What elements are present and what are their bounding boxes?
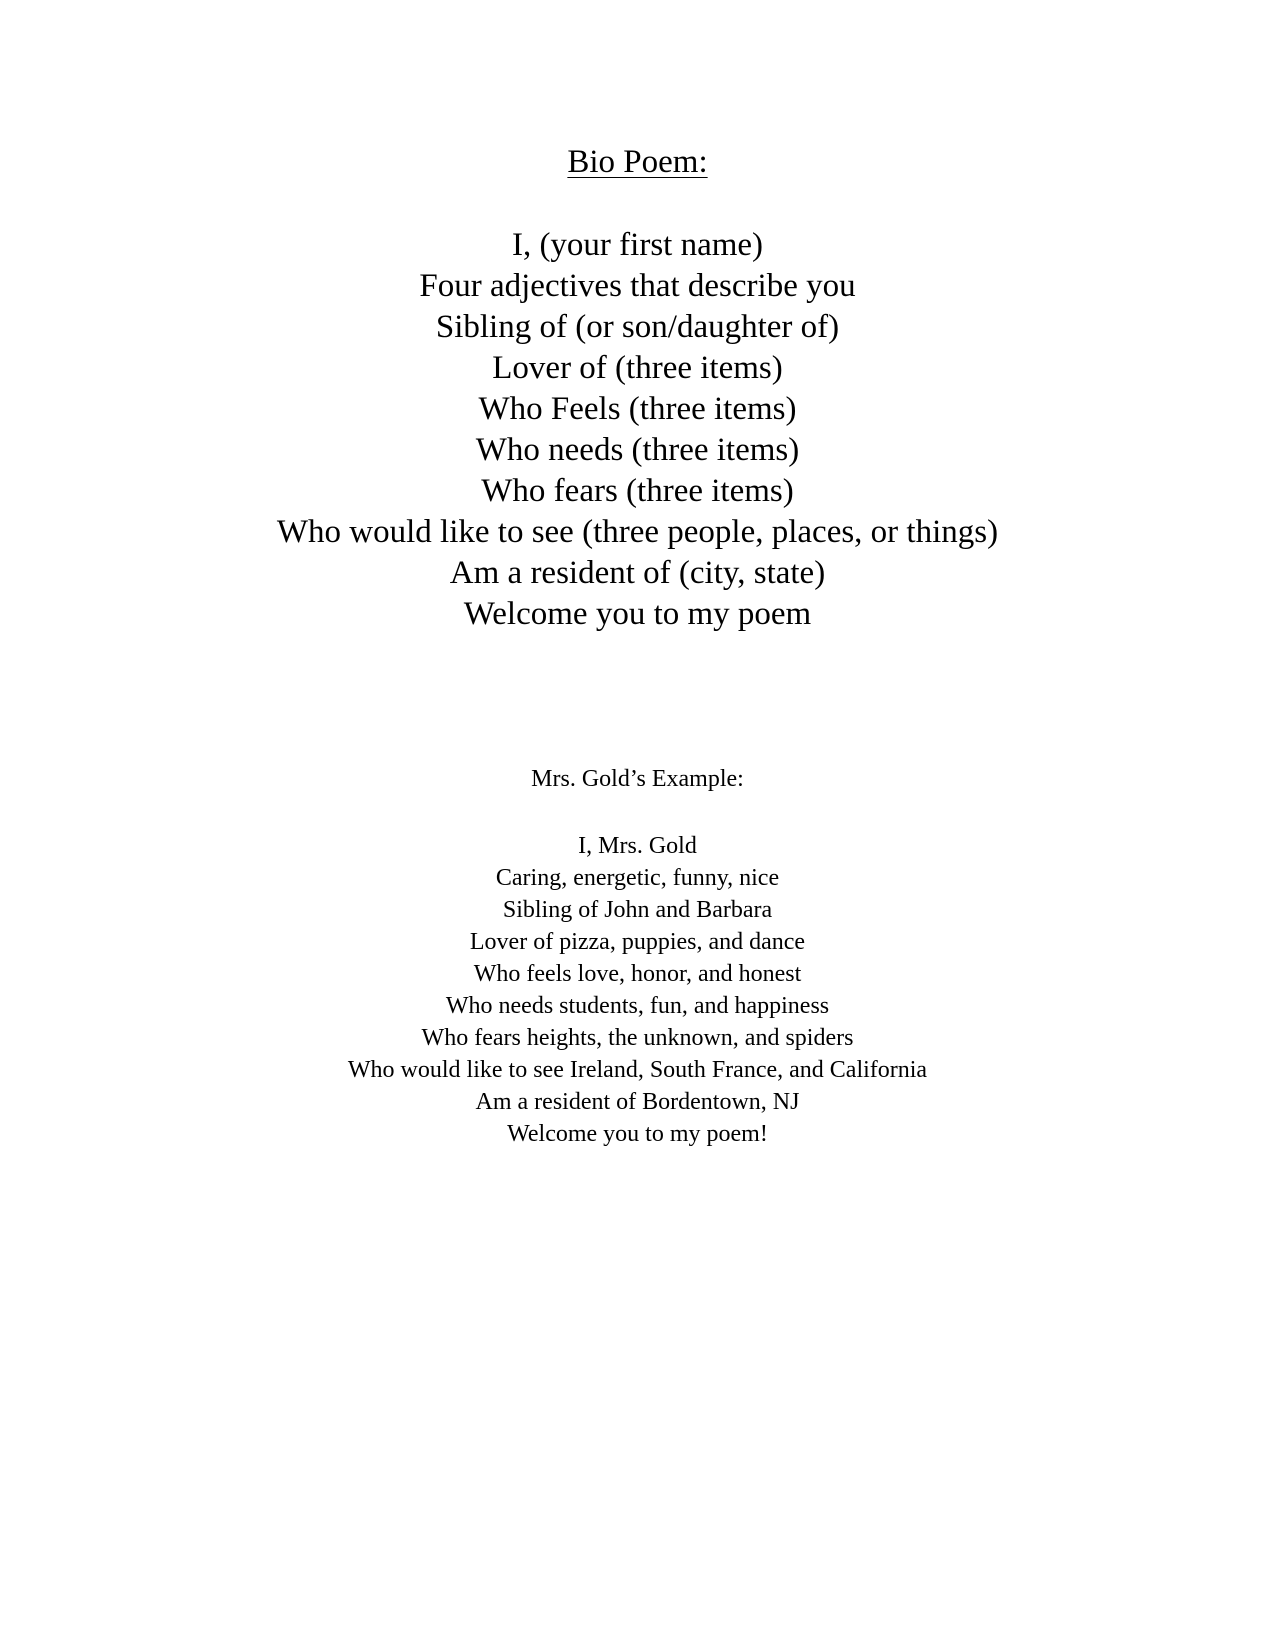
example-heading: Mrs. Gold’s Example: bbox=[531, 766, 744, 792]
template-line: Lover of (three items) bbox=[492, 350, 783, 386]
template-line: Welcome you to my poem bbox=[463, 596, 812, 632]
template-line: Sibling of (or son/daughter of) bbox=[435, 309, 840, 345]
example-line: I, Mrs. Gold bbox=[578, 833, 697, 859]
example-line: Lover of pizza, puppies, and dance bbox=[469, 929, 806, 955]
example-line: Caring, energetic, funny, nice bbox=[495, 865, 780, 891]
page-title bbox=[0, 142, 1275, 182]
template-line: Who would like to see (three people, places, or things) bbox=[276, 514, 999, 550]
example-line: Sibling of John and Barbara bbox=[502, 897, 773, 923]
poem-template bbox=[0, 225, 1275, 635]
example-line: Who would like to see Ireland, South France, and California bbox=[347, 1057, 928, 1083]
template-line: I, (your first name) bbox=[511, 227, 764, 263]
template-line: Four adjectives that describe you bbox=[419, 268, 856, 304]
page-title-text: Bio Poem: bbox=[567, 144, 708, 180]
template-line: Who Feels (three items) bbox=[478, 391, 797, 427]
template-line: Am a resident of (city, state) bbox=[449, 555, 826, 591]
example-line: Am a resident of Bordentown, NJ bbox=[475, 1089, 800, 1115]
example-poem bbox=[0, 830, 1275, 1150]
example-line: Who needs students, fun, and happiness bbox=[445, 993, 830, 1019]
example-line: Welcome you to my poem! bbox=[507, 1121, 768, 1147]
example-line: Who feels love, honor, and honest bbox=[473, 961, 802, 987]
example-line: Who fears heights, the unknown, and spiders bbox=[421, 1025, 854, 1051]
template-line: Who needs (three items) bbox=[475, 432, 800, 468]
template-line: Who fears (three items) bbox=[481, 473, 794, 509]
